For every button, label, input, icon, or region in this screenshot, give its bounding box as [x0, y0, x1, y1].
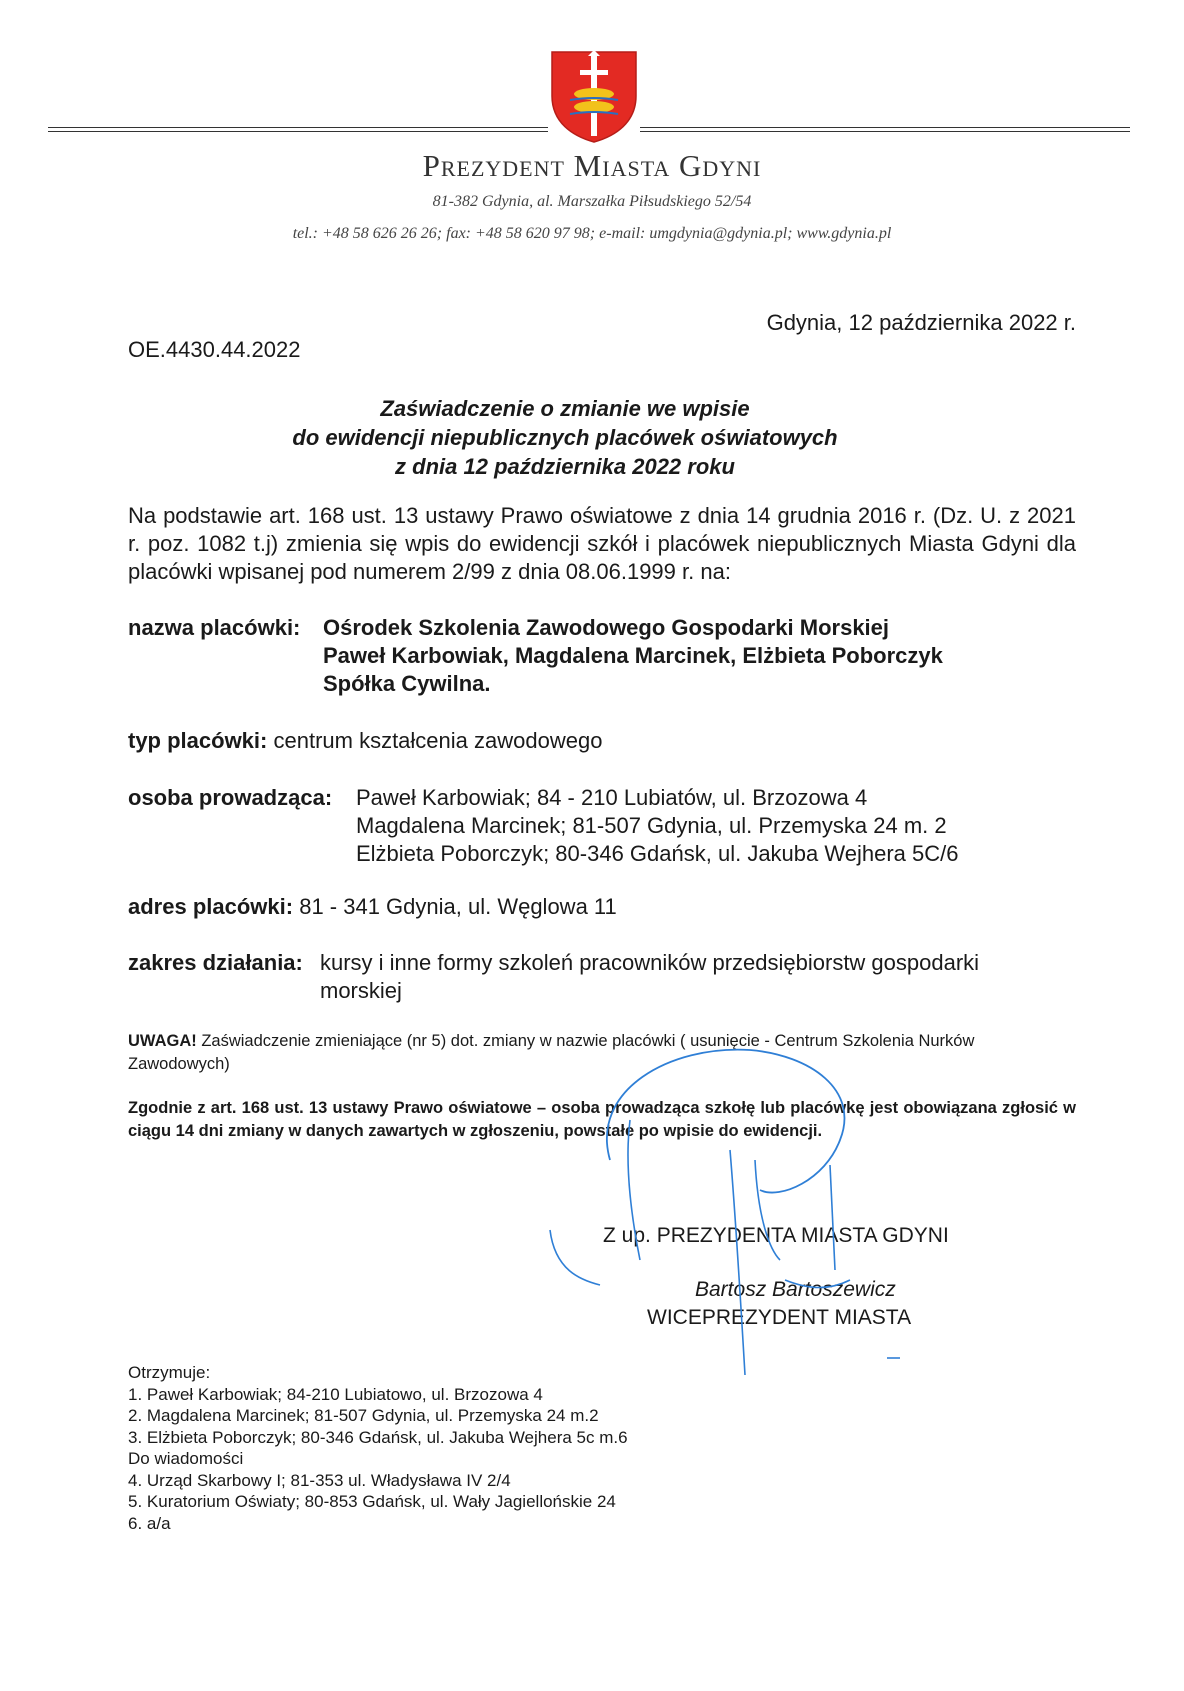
scope-line-1: kursy i inne formy szkoleń pracowników przedsiębiorstw gospodarki: [320, 950, 980, 975]
operator-value: [356, 784, 958, 868]
facility-name-line-1: Ośrodek Szkolenia Zawodowego Gospodarki Morskiej: [323, 615, 890, 640]
operator-line-1: Paweł Karbowiak; 84 - 210 Lubiatów, ul. Brzozowa 4: [356, 785, 868, 810]
facility-type-label: typ placówki:: [128, 728, 268, 753]
header-rule-bottom-right: [640, 131, 1130, 132]
header-rule-bottom: [48, 131, 548, 132]
fyi-item: 6. a/a: [128, 1513, 171, 1533]
document-date: Gdynia, 12 października 2022 r.: [766, 310, 1076, 335]
field-facility-name: [128, 614, 300, 642]
scope-label: zakres działania:: [128, 950, 303, 975]
facility-address-value: 81 - 341 Gdynia, ul. Węglowa 11: [299, 894, 617, 919]
facility-name-line-3: Spółka Cywilna.: [323, 671, 491, 696]
signature-authority: Z up. PREZYDENTA MIASTA GDYNI: [603, 1224, 949, 1247]
fyi-item: 5. Kuratorium Oświaty; 80-853 Gdańsk, ul. Wały Jagiellońskie 24: [128, 1492, 616, 1511]
facility-address-label: adres placówki:: [128, 894, 294, 919]
recipients-heading: Otrzymuje:: [128, 1363, 211, 1382]
facility-name-value: [323, 614, 943, 698]
field-operator: [128, 784, 332, 812]
title-line-2: do ewidencji niepublicznych placówek oświatowych: [292, 425, 838, 450]
handwritten-signature: [530, 1030, 930, 1390]
facility-name-label: nazwa placówki:: [128, 615, 301, 640]
field-scope: [128, 949, 303, 977]
recipient-item: 1. Paweł Karbowiak; 84-210 Lubiatowo, ul. Brzozowa 4: [128, 1384, 543, 1404]
scope-value: [320, 949, 979, 1005]
intro-paragraph: Na podstawie art. 168 ust. 13 ustawy Prawo oświatowe z dnia 14 grudnia 2016 r. (Dz. U. z 2021 r. poz. 1082 t.j) zmienia się wpis do ewidencji szkół i placówek niepublicznych Miasta Gdyni dla placówki wpisanej pod numerem 2/99 z dnia 08.06.1999 r. na:: [128, 503, 1076, 584]
title-line-3: z dnia 12 października 2022 roku: [395, 454, 735, 479]
facility-name-line-2: Paweł Karbowiak, Magdalena Marcinek, Elżbieta Poborczyk: [323, 643, 943, 668]
gdynia-coat-of-arms: [548, 48, 640, 144]
header-rule-top-right: [640, 127, 1130, 128]
document-reference: OE.4430.44.2022: [128, 337, 301, 362]
document-title: [0, 394, 1130, 481]
field-facility-address: [128, 893, 617, 921]
recipients-list: [128, 1362, 628, 1534]
operator-line-3: Elżbieta Poborczyk; 80-346 Gdańsk, ul. Jakuba Wejhera 5C/6: [356, 841, 959, 866]
scope-line-2: morskiej: [320, 978, 402, 1003]
note-label: UWAGA!: [128, 1032, 197, 1050]
header-rule-top: [48, 127, 548, 128]
note-text: Zaświadczenie zmieniające (nr 5) dot. zmiany w nazwie placówki ( usunięcie - Centrum Szkolenia Nurków Zawodowych): [128, 1032, 975, 1073]
facility-type-value: centrum kształcenia zawodowego: [273, 728, 603, 753]
title-line-1: Zaświadczenie o zmianie we wpisie: [380, 396, 750, 421]
signatory-position: WICEPREZYDENT MIASTA: [647, 1306, 912, 1329]
letterhead-title: Prezydent Miasta Gdyni: [422, 148, 762, 183]
letterhead-contact: tel.: +48 58 626 26 26; fax: +48 58 620 97 98; e-mail: umgdynia@gdynia.pl; www.gdynia.pl: [292, 225, 892, 242]
legal-clause: Zgodnie z art. 168 ust. 13 ustawy Prawo oświatowe – osoba prowadząca szkołę lub placówkę jest obowiązana zgłosić w ciągu 14 dni zmiany w danych zawartych w zgłoszeniu, powstałe po wpisie do ewidencji.: [128, 1099, 1076, 1140]
signatory-name: Bartosz Bartoszewicz: [695, 1278, 896, 1301]
field-facility-type: [128, 727, 602, 755]
recipient-item: 3. Elżbieta Poborczyk; 80-346 Gdańsk, ul. Jakuba Wejhera 5c m.6: [128, 1427, 628, 1447]
operator-label: osoba prowadząca:: [128, 785, 333, 810]
fyi-item: 4. Urząd Skarbowy I; 81-353 ul. Władysława IV 2/4: [128, 1470, 511, 1490]
operator-line-2: Magdalena Marcinek; 81-507 Gdynia, ul. Przemyska 24 m. 2: [356, 813, 947, 838]
recipient-item: 2. Magdalena Marcinek; 81-507 Gdynia, ul. Przemyska 24 m.2: [128, 1406, 599, 1425]
letterhead-address: 81-382 Gdynia, al. Marszałka Piłsudskiego 52/54: [432, 193, 752, 210]
fyi-heading: Do wiadomości: [128, 1449, 244, 1468]
